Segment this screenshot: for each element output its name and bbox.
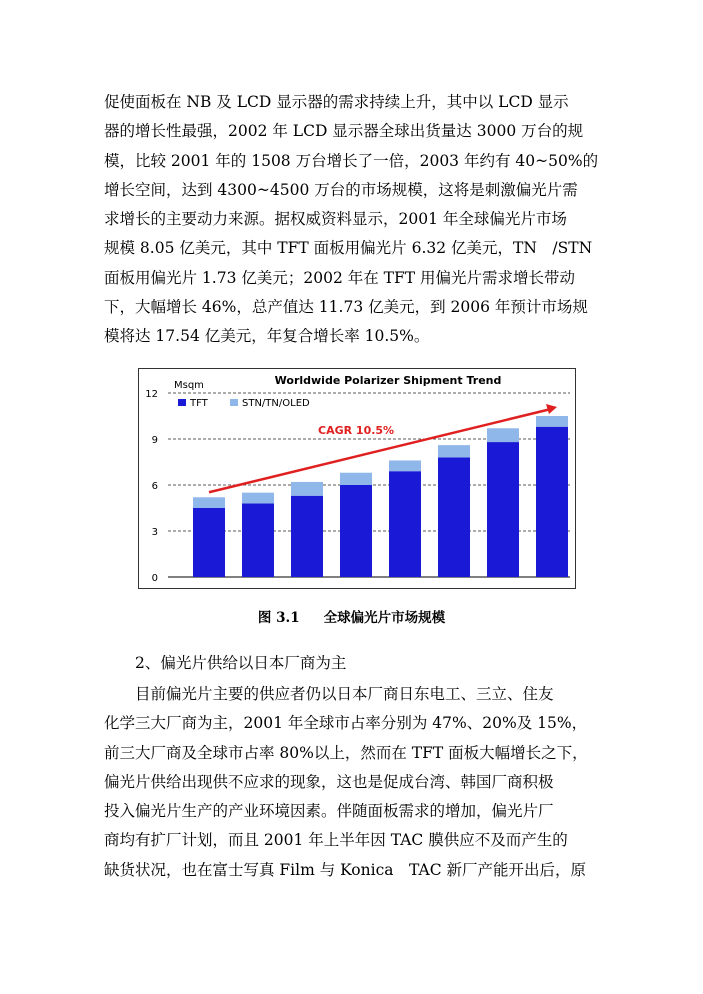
section-heading: 2、偏光片供给以日本厂商为主 (135, 654, 347, 672)
bar-tft-7 (487, 442, 519, 577)
paragraph-2 (104, 680, 600, 885)
text-line: 促使面板在 NB 及 LCD 显示器的需求持续上升，其中以 LCD 显示 (104, 93, 569, 111)
bar-stn-2 (242, 493, 274, 504)
y-axis-label: Msqm (174, 380, 204, 391)
bar-tft-6 (438, 457, 470, 577)
bar-tft-3 (291, 496, 323, 577)
bar-tft-1 (193, 508, 225, 577)
bar-tft-8 (536, 427, 568, 577)
y-tick-label: 12 (145, 389, 158, 400)
bar-stn-3 (291, 482, 323, 496)
text-line: 商均有扩厂计划，而且 2001 年上半年因 TAC 膜供应不及而产生的 (104, 831, 568, 850)
text-line: 缺货状况，也在富士写真 Film 与 Konica TAC 新厂产能开出后，原 (104, 860, 586, 879)
y-tick-label: 6 (151, 481, 158, 492)
text-line: 投入偏光片生产的产业环境因素。伴随面板需求的增加，偏光片厂 (104, 802, 554, 821)
figure-caption-text: 全球偏光片市场规模 (323, 610, 446, 626)
legend-swatch (178, 399, 186, 406)
text-line: 器的增长性最强，2002 年 LCD 显示器全球出货量达 3000 万台的规 (104, 122, 584, 141)
chart-title: Worldwide Polarizer Shipment Trend (274, 374, 502, 387)
bar-tft-2 (242, 503, 274, 577)
bar-stn-5 (389, 460, 421, 471)
text-line: 模，比较 2001 年的 1508 万台增长了一倍，2003 年约有 40~50%的 (104, 151, 599, 170)
figure-caption (0, 606, 703, 626)
text-line: 目前偏光片主要的供应者仍以日本厂商日东电工、三立、住友 (135, 685, 554, 703)
text-line: 规模 8.05 亿美元，其中 TFT 面板用偏光片 6.32 亿美元，TN /STN (104, 239, 593, 258)
y-tick-label: 3 (151, 527, 158, 538)
bar-stn-4 (340, 473, 372, 485)
bar-stn-7 (487, 428, 519, 442)
text-line: 增长空间，达到 4300~4500 万台的市场规模，这将是刺激偏光片需 (104, 180, 578, 199)
text-line: 面板用偏光片 1.73 亿美元；2002 年在 TFT 用偏光片需求增长带动 (104, 268, 576, 287)
bar-tft-5 (389, 471, 421, 577)
bar-stn-8 (536, 416, 568, 427)
text-line: 下，大幅增长 46%，总产值达 11.73 亿美元，到 2006 年预计市场规 (104, 298, 588, 317)
text-line: 模将达 17.54 亿美元，年复合增长率 10.5%。 (104, 327, 430, 346)
legend-swatch (230, 399, 238, 406)
legend-label: STN/TN/OLED (242, 398, 310, 409)
bar-stn-6 (438, 445, 470, 457)
y-tick-label: 0 (151, 573, 158, 584)
bar-tft-4 (340, 485, 372, 577)
text-line: 前三大厂商及全球市占率 80%以上，然而在 TFT 面板大幅增长之下， (104, 743, 588, 762)
chart-svg (138, 368, 576, 589)
text-line: 偏光片供给出现供不应求的现象，这也是促成台湾、韩国厂商积极 (104, 772, 554, 791)
text-line: 求增长的主要动力来源。据权威资料显示，2001 年全球偏光片市场 (104, 210, 567, 229)
text-line: 化学三大厂商为主，2001 年全球市占率分别为 47%、20%及 15%， (104, 714, 588, 733)
legend-label: TFT (190, 398, 208, 409)
bar-stn-1 (193, 497, 225, 508)
paragraph-1 (104, 88, 600, 352)
y-tick-label: 9 (151, 435, 158, 446)
polarizer-chart (138, 368, 576, 589)
cagr-label: CAGR 10.5% (318, 424, 395, 437)
figure-label: 图 3.1 (257, 610, 300, 626)
